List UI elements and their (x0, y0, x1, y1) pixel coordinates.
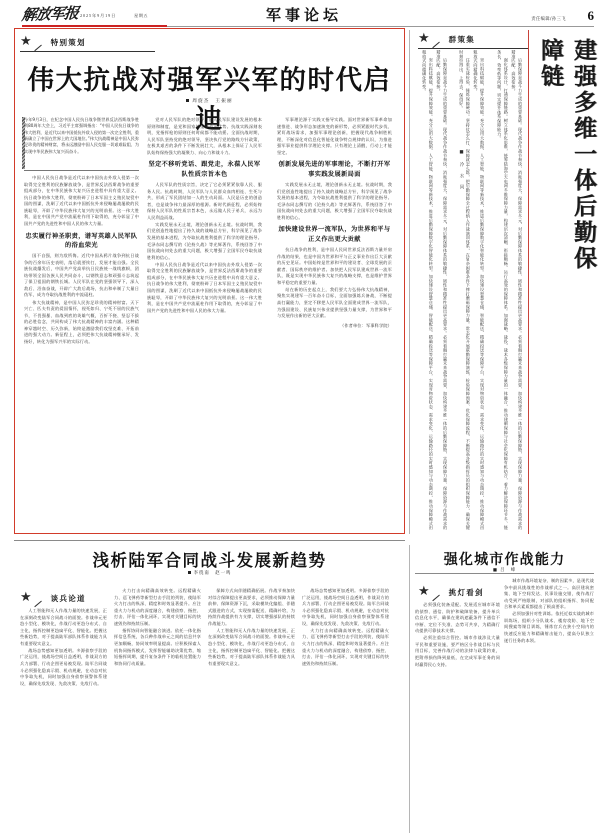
paragraph: 军事理论源于实践又指导实践。面对世界新军事革命加速推进、战争形态加速演变的新形势，必须紧跟时代步伐、紧盯战场需求，加强军事理论创新，把握现代战争制胜机理，不断深化对信息化智能化战争特点规律的认识，为推进强军事业提供科学理论支撑。只有理论上清醒，行动上才能坚定。 (277, 117, 392, 155)
badge-label-qun-ce-ji: 群策集 (448, 35, 476, 44)
lower-left-column-1 (20, 608, 107, 823)
lower-right-column-2 (415, 602, 500, 826)
lower-right-headline: 强化城市作战能力 (443, 552, 566, 568)
paragraph: 人工智能和无人作战力量的快速发展，正在深刻改变陆军合同战斗的面貌。作战单元更趋小型化、模块化，作战行动更趋分布式、自主化，指挥控制更趋扁平化、智能化。把握这些新趋势，对于提高陆军部队体系作战能力具有重要现实意义。 (208, 627, 295, 666)
paragraph: 保障方式向伴随精确拓展。作战节奏加快对综合保障提出更高要求，必须推动保障力量前伸、保障资源下沉，采取模块化编组、伴随式跟进的方式，实现按需配送、精确补给，为持续作战提供有力支撑，切实增强部队的持续作战能力。 (208, 588, 295, 626)
feature-byline-text: 周旋杰 王振丽 (192, 99, 233, 104)
lower-left-column-4 (302, 588, 389, 825)
page-number: 6 (587, 8, 594, 23)
responsible-editor: 责任编辑/孙三飞 (531, 17, 566, 22)
paragraph: 火力打击向精确高效转变。远程精确火力、巡飞弹药等新型打击手段的列装，使陆军火力打击的纵深、精度和时效显著提升。应注重火力与机动的深度融合，构建侦察、指控、打击、评估一体化闭环，实现对关键目标的快速毁伤和持续压制。 (302, 627, 389, 666)
lower-left-byline-text: 李绕南 赵一鸣 (193, 571, 232, 576)
feature-column-1 (24, 175, 139, 527)
bullet-square-icon (188, 571, 191, 574)
paragraph: 党对人民军队的绝对领导，是人民军队建设发展的根本原则和制度，是党和国家的重要政治优势。抗战实践深刻表明，党指挥枪的原则任何时候都不能动摇。全面抗战时期，人民军队坚持党的绝对领导，坚决执行党的路线方针政策，在极其艰苦的条件下不断发展壮大，从根本上保证了人民军队始终保持强大的凝聚力、向心力和战斗力。 (147, 117, 262, 155)
horizontal-separator-middle (14, 540, 405, 541)
feature-byline (14, 98, 405, 104)
feature-subhead-2: 坚定不移听党话、跟党走，永葆人民军队性质宗旨本色 (148, 161, 261, 178)
paragraph: 城市作战环境复杂、制约因素多，是现代战争中最具挑战性的作战样式之一。高层建筑密集、地下空间发达、民事设施交错，使作战行动受到严格限制，对部队的组织指挥、协同配合和单兵素质都提出了极高要求。 (504, 578, 594, 610)
paragraph: 后勤保障是战斗力生成的重要基础。现代战争作战节奏快、消耗强度大、保障需求多元，对后勤保障体系的敏捷性、韧性和精准性提出更高要求。必须着眼打赢未来战争需要，加快构建多维一体的后勤保障链，实现保障力量、保障资源与作战需求的精准匹配、高效衔接。 (436, 50, 448, 530)
feature-column-3 (277, 117, 392, 527)
star-icon: ★ (418, 584, 430, 599)
badge-label-special-plan: 特别策划 (50, 38, 86, 47)
feature-subhead-1: 忠实履行神圣职责，谱写英雄人民军队的浴血荣光 (25, 232, 138, 249)
masthead-red-rule (22, 25, 167, 27)
paragraph: 后勤保障是战斗力生成的重要基础。现代战争作战节奏快、消耗强度大、保障需求多元，对后勤保障体系的敏捷性、韧性和精准性提出更高要求。必须着眼打赢未来战争需要，加快构建多维一体的后勤保障链，实现保障力量、保障资源与作战需求的精准匹配、高效衔接。 (511, 50, 523, 530)
lower-right-column-1 (504, 578, 594, 826)
paragraph: 实践发展永无止境，理论创新永无止境。抗战时期，我们党创造性地提出了持久战的战略总方针，科学预见了战争发展的基本进程，为夺取抗战胜利提供了科学的理论指导。毛泽东同志撰写的《论持久战》等光辉著作，系统回答了中国抗战向何处去的重大问题，极大增强了全国军民夺取抗战胜利的信心。 (147, 221, 262, 260)
paragraph: 火力打击向精确高效转变。远程精确火力、巡飞弹药等新型打击手段的列装，使陆军火力打击的纵深、精度和时效显著提升。应注重火力与机动的深度融合，构建侦察、指控、打击、评估一体化闭环，实现对关键目标的快速毁伤和持续压制。 (114, 588, 201, 626)
paragraph: 站在新的历史起点上，我们要大力弘扬伟大抗战精神，聚焦实现建军一百年奋斗目标，全面加强练兵备战，不断提高打赢能力，坚定不移把人民军队全面建成世界一流军队，为强国建设、民族复兴伟业提供坚强力量支撑，为世界和平与发展作出新的更大贡献。 (277, 286, 392, 319)
lower-left-column-2 (114, 588, 201, 825)
issue-date: 2025年9月19日 (80, 13, 117, 18)
paragraph: 突出科技赋能，提升保障效能。充分运用大数据、人工智能、物联网等新技术，推进后勤保障数字化智能化转型。加快建设智慧仓储、智能配送、精确投送等保障平台，实现对物资状态、需求变化、运输路径的实时感知与动态调控，推动保障模式由粗放式向精确化转变。 (473, 50, 485, 530)
paragraph: 突出科技赋能，提升保障效能。充分运用大数据、人工智能、物联网等新技术，推进后勤保障数字化智能化转型。加快建设智慧仓储、智能配送、精确投送等保障平台，实现对物资状态、需求变化、运输路径的实时感知与动态调控，推动保障模式由粗放式向精确化转变。 (422, 50, 434, 530)
paragraph: 注重实战检验，锤炼保障硬功。坚持仗怎么打、保障就怎么练，把后勤保障全过程纳入作战演训体系，在复杂困难条件下摔打磨砺保障力量。常态化开展联勤保障演练，检验保障预案、优化保障流程，不断提高各级指挥员的组织保障能力，确保关键时刻拉得出、上得去、保得好。 (459, 50, 471, 530)
star-icon: ★ (20, 34, 32, 49)
paragraph: 必须注重综合管控。城市作战涉及大量平民和重要设施，要严格区分作战目标与民用目标，完善作战行动的法律与政策约束，把附带损伤降到最低，在完成军事任务的同时赢得民心支持。 (415, 635, 500, 667)
paragraph: 实践发展永无止境，理论创新永无止境。抗战时期，我们党创造性地提出了持久战的战略总方针，科学预见了战争发展的基本进程，为夺取抗战胜利提供了科学的理论指导。毛泽东同志撰写的《论持久战》等光辉著作，系统回答了中国抗战向何处去的重大问题，极大增强了全国军民夺取抗战胜利的信心。 (277, 181, 392, 220)
lower-right-byline (415, 567, 594, 573)
horizontal-separator-bottom (415, 573, 594, 574)
lower-right-byline-text: ■ 吕 峰 (492, 568, 517, 573)
column-separator-1 (409, 30, 410, 534)
bullet-square-icon (186, 99, 189, 102)
paragraph: 必须加强针对性训练。依托近似实战的城市训练场，组织小分队战术、楼房攻防、地下空间搜索等课目训练，锤炼官兵在狭小空间内的快速反应能力和精确射击能力，提高分队独立遂行任务的本领。 (504, 611, 594, 643)
column-separator-3 (409, 545, 410, 833)
paragraph: 伟大抗战精神，是中国人民弥足珍贵的精神财富。天下兴亡、匹夫有责的爱国情怀，视死如归、宁死不屈的民族气节，不畏强暴、血战到底的英雄气概，百折不挠、坚忍不拔的必胜信念，共同构成了伟大抗战精神的丰富内涵。这种精神穿越时空、历久弥新，始终是激励我们攻坚克难、开拓前进的强大动力。新征程上，必须把伟大抗战精神继承好、发扬好，转化为强军兴军的实际行动。 (24, 299, 139, 344)
lead-underline (24, 170, 139, 171)
badge-underline (20, 51, 155, 52)
lower-left-headline: 浅析陆军合同战斗发展新趋势 (92, 551, 327, 570)
badge-tan-bing-lun-dao (20, 592, 125, 605)
lower-left-column-3 (208, 588, 295, 825)
qun-ce-ji-column-2 (449, 50, 485, 530)
badge-label-tiao-deng-kan-jian: 挑灯看剑 (448, 588, 484, 597)
paragraph: 中国人民抗日战争是近代以来中国抗击外敌入侵第一次取得完全胜利的民族解放战争，是世界反法西斯战争的重要组成部分，在中华民族伟大复兴历史进程中具有重大意义。抗日战争的伟大胜利，彻底粉碎了日本军国主义殖民奴役中国的图谋，洗刷了近代以来中国抵抗外来侵略屡战屡败的民族耻辱，开辟了中华民族伟大复兴的光明前景。这一伟大胜利，是在中国共产党中流砥柱作用下取得的，充分彰显了中国共产党的先进性和中国人民的伟大力量。 (24, 175, 139, 226)
paragraph: 人工智能和无人作战力量的快速发展，正在深刻改变陆军合同战斗的面貌。作战单元更趋小型化、模块化，作战行动更趋分布式、自主化，指挥控制更趋扁平化、智能化。把握这些新趋势，对于提高陆军部队体系作战能力具有重要现实意义。 (20, 608, 107, 646)
qun-ce-ji-column-1 (487, 50, 523, 530)
paragraph: 战场态势感知更加透明。多源侦察手段的广泛运用，使战场空间日益透明，作战双方的兵力部署、行动企图更易被发现。陆军合同战斗必须强化隐真示假、机动规避，在动态对抗中争取先机，同时加强自身侦察预警体系建设，确保先敌发现、先敌决策、先敌行动。 (302, 588, 389, 626)
feature-subhead-3: 创新发展先进的军事理论，不断打开军事实践发展新局面 (278, 161, 391, 178)
star-icon: ★ (20, 590, 32, 605)
masthead-grey-rule (167, 26, 594, 27)
paragraph: 国不自强，则为敌所侮。近代中国从鸦片战争到抗日战争的百余年历史表明，落后就要挨打，发展才能自强。全民族抗战爆发后，中国共产党高举抗日民族统一战线旗帜，团结带领全国各族人民共同奋斗，以钢铁意志和顽强斗志筑起了保卫祖国的钢铁长城。人民军队在党的坚强领导下，深入敌后、浴血奋战，开辟广大敌后战场，抗击和牵制了大量日伪军，成为夺取抗战胜利的中流砥柱。 (24, 253, 139, 298)
badge-qun-ce-ji (418, 33, 528, 46)
column-separator-2 (528, 30, 529, 534)
paragraph: 战场态势感知更加透明。多源侦察手段的广泛运用，使战场空间日益透明，作战双方的兵力部署、行动企图更易被发现。陆军合同战斗必须强化隐真示假、机动规避，在动态对抗中争取先机，同时加强自身侦察预警体系建设，确保先敌发现、先敌决策、先敌行动。 (20, 647, 107, 686)
feature-headline: 伟大抗战对强军兴军的时代启迪 (27, 65, 392, 135)
weekday-label: 星期五 (134, 13, 149, 18)
slash-decoration-icon (432, 594, 440, 601)
paragraph: 指挥协同向智能融合演进。依托一体化指挥信息系统，各兵种作战单元之间的信息共享更加顺畅，协同效率明显提高。应积极探索人机协同指挥模式，发挥智能辅助决策优势，缩短指挥周期，提升复杂条件下的临机处置能力和协同行动质量。 (114, 627, 201, 666)
badge-special-plan (20, 36, 155, 49)
lower-left-byline (14, 570, 405, 576)
qun-ce-ji-vertical-headline: 建强多维一体后勤保障链 (537, 38, 597, 272)
paragraph: 强化体系设计，打通保障链路。树立体系化思维，统筹陆海空天电网多维保障力量，构建层次清晰、衔接顺畅、运行高效的保障体系。加强战略、战役、战术各级保障力量的一体融合，推动建制保障与社会化保障有机结合，着力解决保障环节多、链条长、效率低等问题，切实提升体系保障能力。 (497, 50, 509, 530)
page-title: 军事论坛 (265, 6, 342, 24)
feature-end-attribution: （作者单位：军事科学院） (339, 322, 392, 328)
badge-underline (418, 48, 528, 49)
qun-ce-ji-column-3 (414, 50, 448, 530)
paragraph: 抗日战争的胜利，是中国人民同世界反法西斯力量并肩作战的结果，也是中国为世界和平与正义事业作出巨大贡献的历史见证。中国始终是世界和平的建设者、全球发展的贡献者、国际秩序的维护者。加快把人民军队建成世界一流军队，既是实现中华民族伟大复兴的战略支撑，也是维护世界和平稳定的重要力量。 (277, 246, 392, 285)
paragraph: 必须强化装备适配。发展适应城市环境的侦察、通信、防护和破障装备，提升单兵信息化水平，确保在建筑遮蔽条件下通信不中断、定位不失准、态势可共享，为精确行动提供可靠技术支撑。 (415, 602, 500, 634)
feature-subhead-4: 加快建设世界一流军队，为世界和平与正义作出更大贡献 (278, 226, 391, 243)
masthead (0, 0, 608, 28)
qun-ce-ji-signature: ■ 冷 水 同 (459, 150, 464, 191)
paragraph: 中国人民抗日战争是近代以来中国抗击外敌入侵第一次取得完全胜利的民族解放战争，是世界反法西斯战争的重要组成部分，在中华民族伟大复兴历史进程中具有重大意义。抗日战争的伟大胜利，彻底粉碎了日本军国主义殖民奴役中国的图谋，洗刷了近代以来中国抵抗外来侵略屡战屡败的民族耻辱，开辟了中华民族伟大复兴的光明前景。这一伟大胜利，是在中国共产党中流砥柱作用下取得的，充分彰显了中国共产党的先进性和中国人民的伟大力量。 (147, 261, 262, 313)
badge-label-tan-bing-lun-dao: 谈兵论道 (50, 594, 86, 603)
feature-lead-paragraph: 今年9月3日，在纪念中国人民抗日战争暨世界反法西斯战争胜利80周年大会上，习近平主席强调指出：“中国人民抗日战争的伟大胜利，是近代以来中国抵抗外敌入侵的第一次完全胜利，重新确立了中国在世界上的大国地位。”伟大抗战精神是中国人民弥足珍贵的精神财富，将永远激励中国人民克服一切艰难险阻、为实现中华民族伟大复兴而奋斗。 (24, 117, 139, 154)
paragraph: 人民军队的性质宗旨，决定了它必须紧紧依靠人民、服务人民。抗战时期，人民军队与人民群众血肉相连、生死与共，形成了军民团结如一人的生动局面。人民是历史的创造者，也是战争伟力最深厚的根源。新时代新征程，必须始终保持人民军队的性质宗旨本色，永远做人民子弟兵，永远为人民利益而战。 (147, 181, 262, 220)
slash-decoration-icon (34, 600, 42, 607)
star-icon: ★ (418, 31, 430, 46)
newspaper-logo: 解放军报 (20, 4, 80, 24)
feature-column-2 (147, 117, 262, 527)
